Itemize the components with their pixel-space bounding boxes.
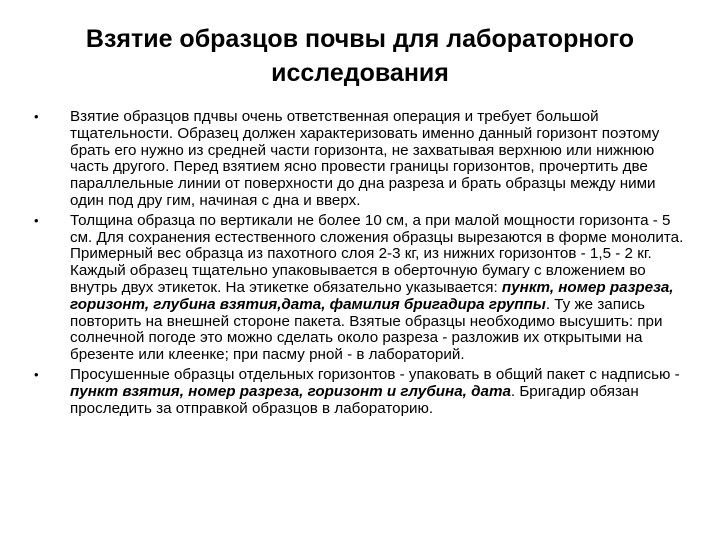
bullet-item-sampling — [34, 109, 684, 210]
bullet-text: Просушенные образцы отдельных горизонтов - упаковать в общий пакет с надписью - — [70, 365, 680, 383]
slide-title — [40, 22, 680, 90]
bullet-list — [34, 109, 684, 420]
bullet-text: Взятие образцов пдчвы очень ответственная операция и требует большой тщательности. Образец должен характеризовать именно данный горизонт поэтому брать его нужно из средней части горизонта, не захватывая верхнюю или нижнюю часть другого. Перед взятием ясно провести границы горизонтов, прочертить две параллельные линии от поверхности до дна разреза и брать образцы между ними один под дру гим, начиная с дна и вверх. — [70, 108, 660, 209]
bullet-emphasis: пункт взятия, номер разреза, горизонт и глубина, дата — [70, 382, 511, 400]
bullet-icon: • — [34, 109, 39, 124]
bullet-icon: • — [34, 366, 39, 382]
slide-title-line-2: исследования — [271, 59, 449, 87]
bullet-text: Толщина образца по вертикали не более 10 см, а при малой мощности горизонта - 5 см. Для сохранения естественного сложения образцы вырезаются в форме монолита. Примерный вес образца из пахотного слоя 2-3 кг, из нижних горизонтов - 1,5 - 2 кг. Каждый образец тщательно упаковывается в оберточную бумагу с вложением во внутрь двух этикеток. На этикетке обязательно указывается: — [70, 211, 684, 296]
bullet-emphasis: пункт, номер разреза, горизонт, глубина взятия,дата, фамилия бригадира группы — [70, 278, 674, 313]
bullet-text-continued: . Ту же запись повторить на внешней стороне пакета. Взятые образцы необходимо высушить: при солнечной погоде это можно сделать около разреза - разложив их открытыми на брезенте или клеенке; при пасму рной - в лабораторий. — [70, 295, 663, 364]
slide-title-line-1: Взятие образцов почвы для лабораторного — [85, 25, 635, 53]
bullet-item-thickness — [34, 213, 684, 364]
bullet-icon: • — [34, 212, 39, 228]
bullet-item-packing — [34, 367, 684, 417]
bullet-text-continued: . Бригадир обязан проследить за отправкой образцов в лабораторию. — [70, 382, 639, 417]
